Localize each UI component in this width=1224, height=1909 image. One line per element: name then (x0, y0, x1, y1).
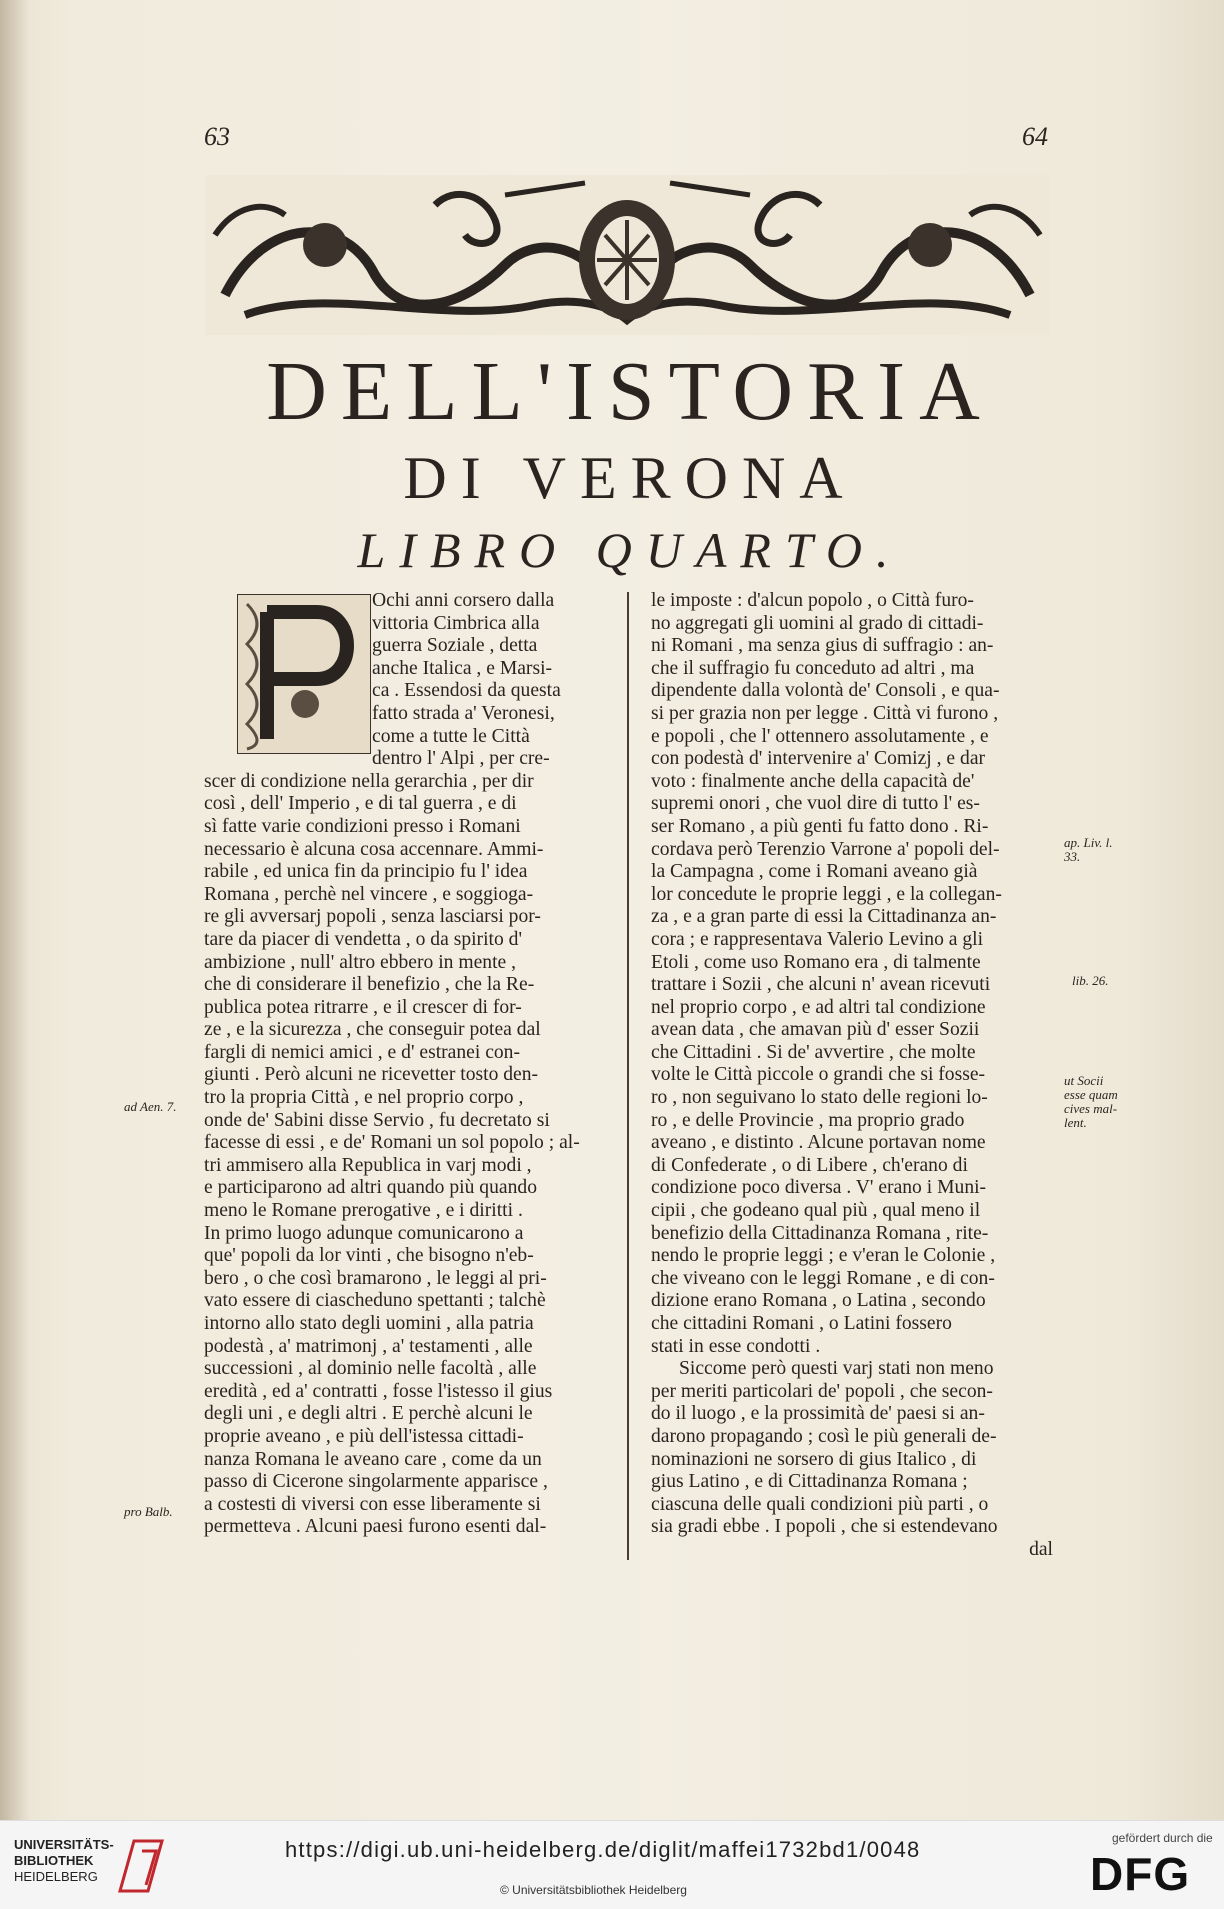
text-line: tare da piacer di vendetta , o da spirito d' (204, 928, 522, 950)
text-line: sì fatte varie condizioni presso i Romani (204, 815, 521, 837)
text-line: vato essere di ciascheduno spettanti ; talchè (204, 1290, 546, 1312)
text-line: avean data , che amavan più d' esser Sozii (651, 1019, 980, 1041)
permalink-url[interactable]: https://digi.ub.uni-heidelberg.de/diglit/maffei1732bd1/0048 (285, 1837, 921, 1862)
title-sub: DI VERONA (403, 445, 857, 511)
text-line: tro la propria Città , e nel proprio corpo , (204, 1087, 524, 1109)
text-line: supremi onori , che vuol dire di tutto l' es- (651, 793, 980, 815)
text-line: guerra Soziale , detta (372, 635, 538, 657)
text-line: aveano , e distinto . Alcune portavan nome (651, 1132, 986, 1154)
text-line: ze , e la sicurezza , che conseguir potea dal (204, 1019, 541, 1041)
text-line: dentro l' Alpi , per cre- (372, 748, 550, 770)
text-line: Ochi anni corsero dalla (372, 590, 555, 611)
text-line: ciascuna delle quali condizioni più parti , o (651, 1493, 989, 1515)
text-line: successioni , al dominio nelle facoltà , alle (204, 1358, 537, 1380)
text-line: proprie aveano , e più dell'istessa cittadi- (204, 1425, 524, 1447)
text-column-left (204, 590, 604, 1539)
text-line: cipii , che godeano qual più , qual meno il (651, 1200, 981, 1222)
text-line: benefizio della Cittadinanza Romana , rite- (651, 1222, 989, 1244)
text-line: darono propagando ; così le più generali de- (651, 1425, 997, 1447)
marginal-note-ut-socii: ut Socii esse quam cives mal-lent. (1064, 1073, 1118, 1130)
text-line: ser Romano , a più genti fu fatto dono . Ri- (651, 815, 989, 837)
text-line: voto : finalmente anche della capacità de' (651, 770, 975, 792)
marginal-note-ad-aen: ad Aen. 7. (124, 1099, 177, 1114)
viewer-footer (0, 1820, 1224, 1909)
text-line: che viveano con le leggi Romane , e di con- (651, 1267, 995, 1289)
text-line: onde de' Sabini disse Servio , fu decretato si (204, 1109, 550, 1131)
text-line: per meriti particolari de' popoli , che secon- (651, 1380, 993, 1402)
column-divider (627, 592, 629, 1560)
text-line: nendo le proprie leggi ; e v'eran le Colonie , (651, 1245, 996, 1267)
text-line: che Cittadini . Si de' avvertire , che molte (651, 1041, 976, 1063)
text-line: che di considerare il benefizio , che la Re- (204, 974, 535, 996)
text-line: a costesti di viversi con esse liberamente si (204, 1493, 541, 1515)
text-line: e participarono ad altri quando più quando (204, 1177, 537, 1199)
text-line: no aggregati gli uomini al grado di cittadi- (651, 612, 984, 634)
text-line: che cittadini Romani , o Latini fossero (651, 1313, 952, 1334)
text-line: eredità , ed a' contratti , fosse l'istesso il gius (204, 1380, 553, 1402)
text-line: di Confederate , o di Libere , ch'erano di (651, 1154, 968, 1176)
text-line: ambizione , null' altro ebbero in mente , (204, 951, 517, 973)
text-line: necessario è alcuna cosa accennare. Ammi- (204, 838, 544, 860)
text-line: si per grazia non per legge . Città vi furono , (651, 702, 999, 724)
text-line: passo di Cicerone singolarmente apparisce , (204, 1471, 548, 1493)
text-line: le imposte : d'alcun popolo , o Città furo- (651, 590, 974, 611)
folio-right: 64 (1022, 122, 1048, 151)
text-line: anche Italica , e Marsi- (372, 657, 553, 679)
text-line: fargli di nemici amici , e d' estranei con- (204, 1041, 521, 1063)
text-line: condizione poco diversa . V' erano i Muni- (651, 1177, 987, 1199)
text-line: facesse di essi , e de' Romani un sol popolo ; al- (204, 1132, 580, 1154)
text-line: rabile , ed unica fin da principio fu l' idea (204, 861, 528, 883)
text-line: cora ; e rappresentava Valerio Levino a gli (651, 928, 984, 950)
text-line: degli uni , e degli altri . E perchè alcuni le (204, 1403, 533, 1425)
library-name (14, 1837, 114, 1885)
folio-left: 63 (204, 122, 230, 151)
marginal-note-lib-26: lib. 26. (1072, 973, 1109, 988)
text-line: la Campagna , come i Romani aveano già (651, 861, 978, 883)
text-line: ro , non seguivano lo stato delle regioni lo- (651, 1087, 988, 1109)
funding-label: gefördert durch die (1112, 1831, 1213, 1845)
text-line: lor concedute le proprie leggi , e la collegan- (651, 883, 1002, 905)
text-line: vittoria Cimbrica alla (372, 612, 540, 634)
text-line: giunti . Però alcuni ne ricevetter tosto den- (204, 1064, 539, 1086)
library-name-line: BIBLIOTHEK (14, 1853, 94, 1868)
page-edge-shadow (0, 0, 30, 1820)
text-line: Romana , perchè nel vincere , e soggioga- (204, 883, 534, 905)
title-book: LIBRO QUARTO. (357, 522, 903, 578)
text-line: nanza Romana le aveano care , come da un (204, 1448, 542, 1470)
text-line: za , e a gran parte di essi la Cittadinanza an- (651, 906, 997, 928)
text-line: fatto strada a' Veronesi, (372, 702, 555, 724)
text-line: con podestà d' intervenire a' Comizj , e dar (651, 748, 986, 770)
marginal-note-pro-balb: pro Balb. (124, 1504, 173, 1519)
text-line: scer di condizione nella gerarchia , per dir (204, 770, 534, 792)
text-line: publica potea ritrarre , e il crescer di for- (204, 996, 522, 1018)
text-line: ro , e delle Provincie , ma proprio grado (651, 1109, 965, 1131)
text-line: sia gradi ebbe . I popoli , che si estendevano (651, 1516, 998, 1538)
text-line: volte le Città piccole o grandi che si fosse- (651, 1064, 986, 1086)
text-line: dizione erano Romana , o Latina , secondo (651, 1290, 986, 1312)
copyright-notice: © Universitätsbibliothek Heidelberg (500, 1883, 687, 1897)
text-line: così , dell' Imperio , e di tal guerra , e di (204, 793, 517, 815)
text-line: stati in esse condotti . (651, 1335, 821, 1357)
text-line: re gli avversarj popoli , senza lasciarsi por- (204, 906, 541, 928)
library-name-line: UNIVERSITÄTS- (14, 1837, 114, 1852)
text-line: dipendente dalla volontà de' Consoli , e qua- (651, 680, 1000, 702)
text-line: intorno allo stato degli uomini , alla patria (204, 1313, 534, 1334)
text-line: che il suffragio fu conceduto ad altri , ma (651, 657, 975, 679)
text-line: meno le Romane prerogative , e i diritti . (204, 1200, 523, 1222)
title-main: DELL'ISTORIA (266, 345, 994, 438)
text-line: ni Romani , ma senza gius di suffragio : an- (651, 635, 994, 657)
text-line: nominazioni ne sorsero di gius Italico , di (651, 1448, 977, 1470)
text-line: e popoli , che l' ottennero assolutamente , e (651, 725, 989, 747)
text-line: trattare i Sozii , che alcuni n' avean ricevuti (651, 974, 991, 996)
catchword: dal (1029, 1538, 1053, 1560)
text-line: Siccome però questi varj stati non meno (679, 1358, 994, 1380)
text-column-right (651, 590, 1053, 1562)
text-line: do il luogo , e la prossimità de' paesi si an- (651, 1403, 985, 1425)
library-name-line: HEIDELBERG (14, 1869, 98, 1884)
text-line: nel proprio corpo , e ad altri tal condizione (651, 996, 986, 1018)
marginal-note-ap-liv: ap. Liv. l. 33. (1064, 835, 1113, 864)
dfg-logo: DFG (1090, 1848, 1191, 1900)
text-line: Etoli , come uso Romano era , di talmente (651, 951, 981, 973)
text-line: come a tutte le Città (372, 725, 530, 747)
text-line: In primo luogo adunque comunicarono a (204, 1222, 524, 1244)
text-line: permetteva . Alcuni paesi furono esenti dal- (204, 1516, 547, 1538)
text-line: gius Latino , e di Cittadinanza Romana ; (651, 1471, 968, 1493)
text-line: podestà , a' matrimonj , a' testamenti , alle (204, 1335, 533, 1357)
text-line: cordava però Terenzio Varrone a' popoli del- (651, 838, 1000, 860)
text-line: ca . Essendosi da questa (372, 680, 561, 702)
ornamental-headpiece (205, 175, 1050, 335)
text-line: tri ammisero alla Republica in varj modi , (204, 1154, 532, 1176)
text-line: que' popoli da lor vinti , che bisogno n'eb- (204, 1245, 534, 1267)
text-line: bero , o che così bramarono , le leggi al pri- (204, 1267, 547, 1289)
